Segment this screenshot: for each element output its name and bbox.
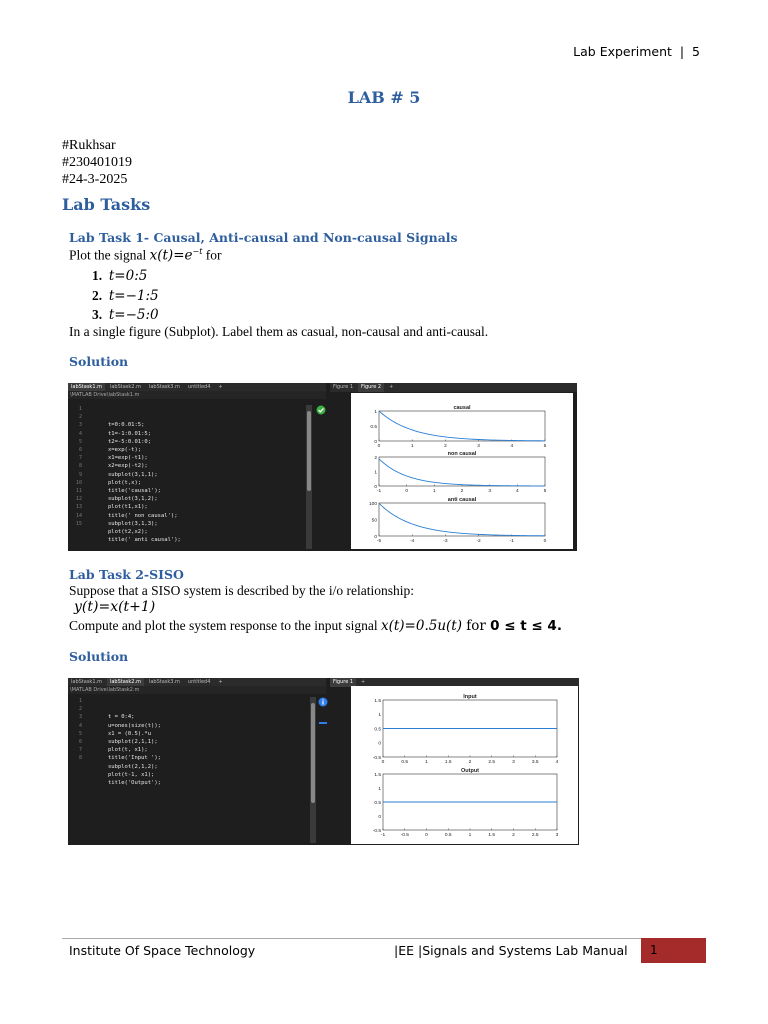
subplot-title: Output (460, 768, 480, 774)
y-tick-label: 0 (378, 814, 381, 820)
code-line: subplot(3,1,3); (108, 520, 158, 527)
code-line: plot(t, x1); (108, 747, 148, 754)
axes-box (379, 411, 545, 441)
x-tick-label: 4 (555, 760, 559, 765)
line-numbers: 1 2 3 4 5 6 7 8 9 10 11 12 13 14 15 (75, 406, 82, 527)
x-tick-label: 2 (468, 760, 472, 765)
list-item-number: 2. (92, 287, 103, 303)
y-tick-label: 50 (371, 518, 377, 524)
y-tick-label: 1 (374, 470, 377, 476)
task2-line2 (69, 618, 562, 634)
x-tick-label: -0.5 (400, 833, 409, 838)
y-tick-label: -0.5 (372, 828, 381, 834)
add-figure-button[interactable]: + (361, 679, 366, 685)
list-item (92, 268, 159, 288)
code-line: t=0:0.01:5; (108, 422, 145, 429)
editor-tab[interactable]: labStask1.m (71, 679, 102, 685)
code-line: title('Input '); (108, 755, 161, 762)
x-tick-label: 2 (512, 833, 515, 838)
code-line: subplot(3,1,2); (108, 496, 158, 503)
editor-tab[interactable]: labStask3.m (148, 384, 180, 390)
y-tick-label: 1 (374, 409, 377, 415)
editor-tab[interactable]: labStask1.m (68, 383, 105, 391)
y-tick-label: 0.5 (370, 424, 377, 430)
code-line: subplot(2,1,2); (108, 763, 158, 770)
code-line: title(' anti causal'); (108, 537, 181, 544)
x-tick-label: 3.5 (531, 760, 539, 765)
x-tick-label: 2 (460, 489, 464, 494)
code-editor[interactable] (108, 697, 161, 804)
x-tick-label: 3 (555, 833, 559, 838)
task2-line2-for: for (461, 618, 491, 634)
x-tick-label: 3 (512, 760, 515, 765)
y-tick-label: 0.5 (374, 800, 381, 806)
task2-solution-label: Solution (69, 649, 129, 664)
list-item-number: 1. (92, 268, 103, 283)
add-figure-button[interactable]: + (389, 384, 394, 390)
y-tick-label: 1 (378, 786, 381, 792)
code-line: t = 0:4; (108, 714, 135, 721)
code-line: x2=exp(-t2); (108, 463, 148, 470)
code-line: title(' non causal'); (108, 512, 178, 519)
code-line: x1=exp(-t1); (108, 455, 148, 462)
task2-line1: Suppose that a SISO system is described by the i/o relationship: (69, 583, 414, 598)
editor-tab[interactable]: labStask2.m (107, 678, 144, 686)
minus-icon (319, 721, 327, 725)
info-icon (318, 697, 328, 707)
x-tick-label: 2 (444, 444, 447, 449)
page-title: LAB # 5 (347, 88, 421, 107)
task1-list (92, 268, 159, 327)
editor-path: \MATLAB Drive\labStask2.m (68, 686, 326, 694)
code-line: plot(t,x); (108, 479, 142, 486)
code-line: plot(t-1, x1); (108, 771, 155, 778)
y-tick-label: 0 (378, 741, 381, 747)
task1-heading: Lab Task 1- Causal, Anti-causal and Non-causal Signals (69, 230, 458, 245)
y-tick-label: 1.5 (374, 772, 381, 778)
editor-scrollbar[interactable] (310, 697, 316, 843)
add-tab-button[interactable]: + (218, 384, 223, 390)
add-tab-button[interactable]: + (218, 679, 223, 685)
code-line: plot(t1,x1); (108, 504, 148, 511)
subplot-title: anti causal (447, 497, 477, 503)
task2-screenshot (68, 678, 579, 845)
editor-tab[interactable]: untitled4 (187, 679, 211, 685)
figure-tab[interactable]: Figure 1 (330, 678, 356, 687)
code-line: title('Output'); (108, 780, 161, 787)
figure1-plot (351, 393, 573, 549)
code-line: x=exp(-t); (108, 447, 142, 454)
y-tick-label: 0.5 (374, 727, 381, 733)
list-item (92, 288, 159, 308)
task1-signal-exponent: −t (192, 247, 203, 256)
task1-screenshot (68, 383, 577, 551)
x-tick-label: 2.5 (488, 760, 496, 765)
editor-tabbar (68, 383, 326, 391)
x-tick-label: 0 (425, 833, 428, 838)
y-tick-label: 1.5 (374, 698, 381, 704)
x-tick-label: -3 (443, 539, 448, 544)
author-name: #Rukhsar (62, 138, 116, 153)
x-tick-label: 0 (405, 489, 409, 494)
editor-tab[interactable]: labStask3.m (148, 679, 180, 685)
x-tick-label: 3 (488, 489, 492, 494)
axes-box (379, 457, 545, 486)
x-tick-label: -1 (376, 489, 382, 494)
x-tick-label: 4 (515, 489, 519, 494)
x-tick-label: 5 (543, 489, 547, 494)
y-tick-label: 2 (374, 455, 377, 461)
code-line: t1=-1:0.01:5; (108, 430, 152, 437)
code-line: t2=-5:0.01:0; (108, 438, 152, 445)
task2-line2-prefix: Compute and plot the system response to the input signal (69, 618, 381, 633)
code-line: plot(t2,x2); (108, 529, 148, 536)
x-tick-label: 0.5 (401, 760, 409, 765)
figure-tabbar (330, 383, 577, 392)
list-item-range: t=−5:0 (108, 307, 159, 323)
x-tick-label: 0 (543, 539, 547, 544)
x-tick-label: 5 (543, 444, 547, 449)
x-tick-label: -1 (509, 539, 514, 544)
task2-input-formula: x(t)=0.5u(t) (380, 618, 462, 634)
task1-intro (69, 247, 222, 264)
list-item-range: t=−1:5 (108, 287, 159, 304)
code-editor[interactable] (108, 405, 181, 551)
editor-tab[interactable]: untitled4 (187, 384, 211, 390)
task1-intro-prefix: Plot the signal (69, 247, 150, 263)
scrollbar-thumb[interactable] (307, 411, 311, 491)
code-line: u=ones(size(t)); (108, 722, 161, 729)
x-tick-label: 1 (468, 833, 472, 838)
footer-divider (62, 938, 702, 939)
x-tick-label: -1 (380, 833, 386, 838)
list-item-range: t=0:5 (108, 268, 148, 284)
subplot-title: causal (453, 405, 471, 411)
subplot-title: non causal (447, 451, 477, 457)
editor-scrollbar[interactable] (306, 405, 312, 549)
x-tick-label: -5 (376, 539, 382, 544)
x-tick-label: 4 (510, 444, 514, 449)
task2-heading: Lab Task 2-SISO (69, 567, 184, 582)
task1-intro-suffix: for (202, 247, 222, 263)
footer-institute: Institute Of Space Technology (69, 943, 256, 958)
editor-path: \MATLAB Drive\labStask1.m (68, 391, 326, 399)
figure-tab[interactable]: Figure 1 (333, 384, 354, 390)
y-tick-label: -0.5 (372, 755, 381, 761)
x-tick-label: 1.5 (488, 833, 496, 838)
x-tick-label: 2.5 (531, 833, 539, 838)
code-line: subplot(2,1,1); (108, 739, 158, 746)
x-tick-label: 1 (410, 444, 414, 449)
task1-instruction: In a single figure (Subplot). Label them as casual, non-causal and anti-causal. (69, 324, 489, 339)
x-tick-label: 1.5 (444, 760, 452, 765)
x-tick-label: -2 (476, 539, 481, 544)
footer-course: |EE |Signals and Systems Lab Manual (394, 943, 628, 958)
x-tick-label: -4 (410, 539, 415, 544)
x-tick-label: 0 (381, 760, 385, 765)
code-line: title('causal'); (108, 488, 161, 495)
x-tick-label: 1 (425, 760, 428, 765)
lab-tasks-heading: Lab Tasks (62, 195, 151, 214)
y-tick-label: 0 (374, 439, 377, 445)
author-date: #24-3-2025 (62, 172, 128, 187)
figure2-plot (351, 686, 578, 844)
x-tick-label: 0.5 (444, 833, 452, 838)
y-tick-label: 1 (378, 713, 381, 719)
task2-equation: y(t)=x(t+1) (74, 599, 156, 615)
x-tick-label: 0 (377, 444, 381, 449)
code-line: x1 = (0.5).*u (108, 730, 152, 737)
editor-tabbar (68, 678, 326, 686)
x-tick-label: 3 (477, 444, 480, 449)
y-tick-label: 0 (374, 534, 377, 540)
figure-pane (351, 686, 578, 844)
task1-signal-formula: x(t)=e (149, 247, 193, 264)
code-line: subplot(3,1,1); (108, 471, 158, 478)
x-tick-label: 1 (432, 489, 436, 494)
check-icon (316, 405, 326, 415)
figure-tab[interactable]: Figure 2 (358, 383, 384, 392)
author-id: #230401019 (62, 155, 132, 170)
figure-pane (351, 393, 573, 549)
footer-page-number: 1 (650, 943, 658, 957)
scrollbar-thumb[interactable] (311, 703, 315, 803)
page-header: Lab Experiment | 5 (573, 44, 700, 59)
editor-tab[interactable]: labStask2.m (109, 384, 141, 390)
task1-solution-label: Solution (69, 354, 129, 369)
task2-range: 0 ≤ t ≤ 4. (490, 618, 562, 634)
line-numbers: 1 2 3 4 5 6 7 8 (78, 698, 82, 762)
axes-box (379, 503, 545, 536)
subplot-title: Input (463, 694, 477, 700)
y-tick-label: 0 (374, 484, 377, 490)
list-item-number: 3. (92, 307, 103, 322)
y-tick-label: 100 (368, 501, 377, 507)
